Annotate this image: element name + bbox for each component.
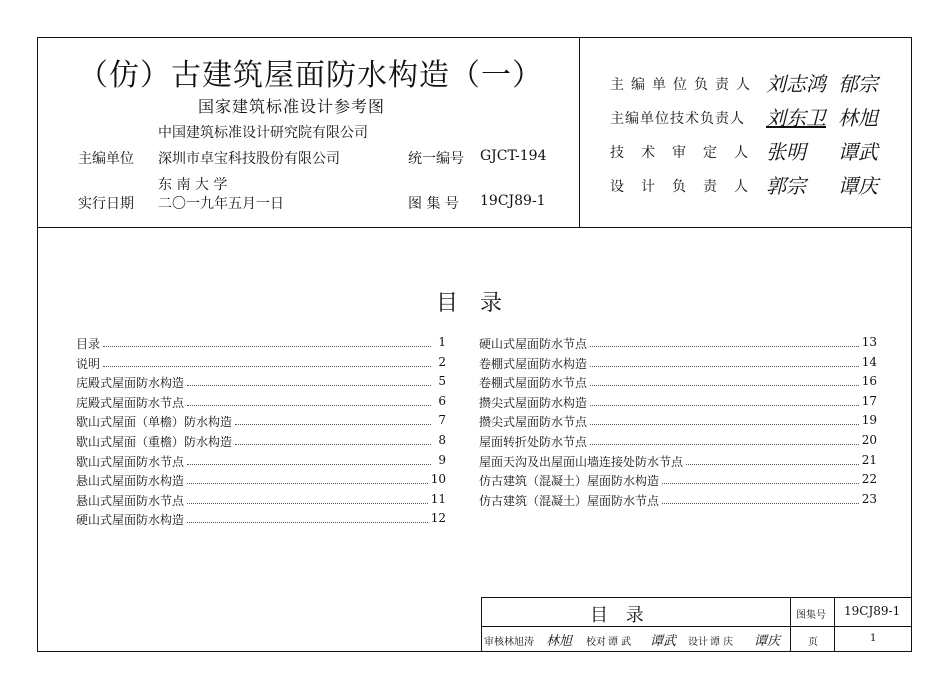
unified-code-label: 统一编号 xyxy=(408,151,464,167)
toc-entry-title: 攒尖式屋面防水节点 xyxy=(479,415,588,430)
toc-entry-title: 悬山式屋面防水节点 xyxy=(76,493,185,508)
checker-signature: 谭武 xyxy=(650,634,677,649)
approval-signature: 林旭 xyxy=(838,106,878,130)
toc-entry[interactable] xyxy=(76,453,446,469)
toc-entry-page: 6 xyxy=(438,393,446,408)
toc-entry[interactable] xyxy=(479,472,877,488)
title-block xyxy=(481,597,911,651)
designer-signature: 谭庆 xyxy=(754,634,781,649)
toc-entry-page: 16 xyxy=(861,374,877,389)
approval-role: 技术审定人 xyxy=(610,145,765,161)
toc-leader-dots xyxy=(187,492,428,504)
toc-entry-title: 硬山式屋面防水构造 xyxy=(76,513,185,528)
toc-entry-title: 仿古建筑（混凝土）屋面防水节点 xyxy=(479,493,660,508)
effective-date: 二〇一九年五月一日 xyxy=(158,196,284,212)
page-label: 页 xyxy=(808,637,818,648)
page-number: 1 xyxy=(870,633,877,644)
toc-leader-dots xyxy=(662,472,859,484)
org-1: 中国建筑标准设计研究院有限公司 xyxy=(158,125,368,141)
date-label: 实行日期 xyxy=(78,196,134,212)
toc-leader-dots xyxy=(187,472,428,484)
toc-entry-title: 攒尖式屋面防水构造 xyxy=(479,395,588,410)
approval-signature: 刘志鸿 xyxy=(766,72,826,96)
toc-entry-title: 仿古建筑（混凝土）屋面防水构造 xyxy=(479,474,660,489)
toc-entry-page: 1 xyxy=(438,335,446,349)
toc-entry[interactable] xyxy=(76,355,446,371)
toc-entry[interactable] xyxy=(76,413,446,429)
toc-entry[interactable] xyxy=(76,335,446,351)
designer-name: 谭 庆 xyxy=(710,637,734,648)
org-3: 东 南 大 学 xyxy=(158,177,228,193)
toc-leader-dots xyxy=(590,374,859,386)
toc-entry-title: 屋面转折处防水节点 xyxy=(479,435,588,449)
toc-entry-page: 11 xyxy=(430,491,446,506)
toc-leader-dots xyxy=(187,453,431,465)
toc-entry-title: 庑殿式屋面防水节点 xyxy=(76,395,185,410)
toc-entry[interactable] xyxy=(479,433,877,449)
header-divider xyxy=(579,38,580,227)
toc-entry-page: 12 xyxy=(430,511,446,526)
toc-entry[interactable] xyxy=(76,433,446,449)
toc-leader-dots xyxy=(590,355,859,367)
toc-entry-page: 13 xyxy=(861,335,877,349)
atlas-subtitle: 国家建筑标准设计参考图 xyxy=(198,97,386,116)
toc-entry[interactable] xyxy=(76,394,446,410)
toc-leader-dots xyxy=(590,335,859,347)
toc-leader-dots xyxy=(590,433,859,445)
org-2: 深圳市卓宝科技股份有限公司 xyxy=(158,151,340,167)
approval-signature: 谭庆 xyxy=(838,174,878,198)
toc-entry-title: 卷棚式屋面防水构造 xyxy=(479,356,588,371)
approval-signature: 谭武 xyxy=(838,140,878,164)
toc-entry-title: 悬山式屋面防水构造 xyxy=(76,474,185,489)
approval-signature: 郭宗 xyxy=(766,174,806,198)
atlas-no-label: 图集号 xyxy=(796,610,826,621)
check-label: 校对 xyxy=(586,637,606,648)
toc-leader-dots xyxy=(103,355,431,367)
toc-entry-page: 9 xyxy=(438,452,446,467)
toc-entry-page: 19 xyxy=(861,413,877,428)
toc-leader-dots xyxy=(187,374,431,386)
toc-entry[interactable] xyxy=(479,492,877,508)
toc-entry-page: 8 xyxy=(438,433,446,447)
toc-entry-page: 23 xyxy=(861,491,877,506)
toc-entry-page: 7 xyxy=(438,413,446,428)
toc-leader-dots xyxy=(590,394,859,406)
atlas-no: 19CJ89-1 xyxy=(480,193,546,209)
toc-entry[interactable] xyxy=(479,374,877,390)
toc-entry[interactable] xyxy=(76,472,446,488)
checker-name: 谭 武 xyxy=(608,637,632,648)
atlas-title: （仿）古建筑屋面防水构造（一） xyxy=(78,58,543,93)
unified-code: GJCT-194 xyxy=(480,148,547,164)
reviewer-signature: 林旭 xyxy=(546,634,573,649)
review-label: 审核 xyxy=(484,637,504,648)
org-label: 主编单位 xyxy=(78,151,134,167)
atlas-no-label: 图 集 号 xyxy=(408,196,459,212)
sheet-title: 目 录 xyxy=(590,605,650,626)
toc-entry[interactable] xyxy=(479,413,877,429)
toc-entry-title: 歇山式屋面（重檐）防水构造 xyxy=(76,435,233,449)
toc-entry-page: 10 xyxy=(430,472,446,487)
toc-entry-page: 21 xyxy=(861,452,877,467)
toc-entry-page: 20 xyxy=(861,433,877,447)
approval-signature: 张明 xyxy=(766,140,806,164)
toc-leader-dots xyxy=(235,433,431,445)
toc-leader-dots xyxy=(686,453,859,465)
toc-leader-dots xyxy=(662,492,859,504)
atlas-header xyxy=(38,38,911,228)
toc-entry[interactable] xyxy=(76,492,446,508)
toc-entry-title: 目录 xyxy=(76,337,101,351)
toc-entry-title: 硬山式屋面防水节点 xyxy=(479,337,588,351)
toc-leader-dots xyxy=(187,511,428,523)
toc-entry-title: 屋面天沟及出屋面山墙连接处防水节点 xyxy=(479,454,684,469)
approval-role: 设计负责人 xyxy=(610,179,765,195)
approval-role: 主编单位技术负责人 xyxy=(610,111,745,127)
atlas-no: 19CJ89-1 xyxy=(844,604,901,618)
toc-entry-title: 歇山式屋面（单檐）防水构造 xyxy=(76,415,233,430)
approval-signature: 郁宗 xyxy=(838,72,878,96)
drawing-frame xyxy=(37,37,912,652)
toc-entry-page: 5 xyxy=(438,374,446,389)
toc-entry-title: 庑殿式屋面防水构造 xyxy=(76,376,185,391)
toc-leader-dots xyxy=(590,413,859,425)
toc-leader-dots xyxy=(235,413,431,425)
toc-entry-page: 22 xyxy=(861,472,877,487)
toc-entry-page: 14 xyxy=(861,354,877,369)
toc-entry-page: 17 xyxy=(861,393,877,408)
toc-entry-page: 2 xyxy=(438,354,446,369)
toc-entry[interactable] xyxy=(479,453,877,469)
reviewer-name: 林旭涛 xyxy=(504,637,534,648)
toc-entry[interactable] xyxy=(479,355,877,371)
toc-leader-dots xyxy=(103,335,431,347)
toc-entry[interactable] xyxy=(76,374,446,390)
toc-entry-title: 卷棚式屋面防水节点 xyxy=(479,376,588,391)
design-label: 设计 xyxy=(688,637,708,648)
toc-entry[interactable] xyxy=(479,335,877,351)
toc-leader-dots xyxy=(187,394,431,406)
approval-role: 主编单位负责人 xyxy=(610,77,757,93)
toc-entry[interactable] xyxy=(479,394,877,410)
toc-entry-title: 说明 xyxy=(76,356,101,371)
toc-title: 目录 xyxy=(436,291,525,316)
toc-entry-title: 歇山式屋面防水节点 xyxy=(76,454,185,469)
toc-entry[interactable] xyxy=(76,511,446,527)
approval-signature: 刘东卫 xyxy=(766,106,826,130)
